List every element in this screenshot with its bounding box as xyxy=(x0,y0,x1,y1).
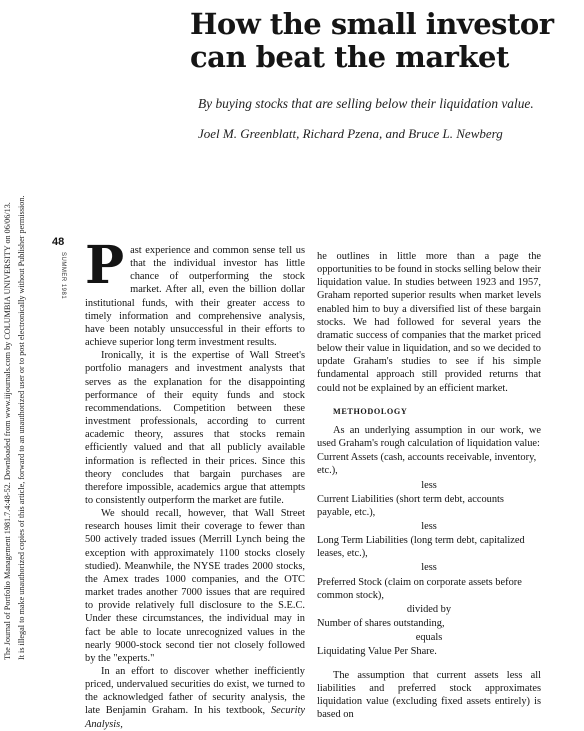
paragraph-1-text: ast experience and common sense tell us that the individual investor has little chance of outperforming the stock market. After all, even the billion dollar institutional funds, with their greater access to timely information and comprehensive analysis, have been notably unsuccessful in their efforts to achieve superior long term investment results. xyxy=(85,245,305,349)
article-authors: Joel M. Greenblatt, Richard Pzena, and Bruce L. Newberg xyxy=(198,126,503,141)
copyright-line-1: The Journal of Portfolio Management 1981.7.4:48-52. Downloaded from www.iijournals.com by COLUMBIA UNIVERSITY on 06/06/13. xyxy=(3,202,12,660)
formula-less-3: less xyxy=(421,562,437,574)
paragraph-6: As an underlying assumption in our work, we used Graham's rough calculation of liquidation value: xyxy=(317,424,541,450)
paragraph-5: he outlines in little more than a page the opportunities to be found in stocks selling below their liquidation value. In studies between 1923 and 1957, Graham reported superior results when market levels enabled him to buy a diversified list of these bargain stocks. We had followed for several years the dramatic success of companies that the market priced below their value in liquidation, and so we decided to update Graham's studies to see if his simple fundamental approach still provided returns that could not be explained by an efficient market. xyxy=(317,251,541,394)
issue-label: SUMMER 1981 xyxy=(60,252,66,300)
section-heading-methodology: METHODOLOGY xyxy=(333,406,408,416)
paragraph-2: Ironically, it is the expertise of Wall Street's portfolio managers and investment analysts that serves as the explanation for the disappointing performance of their equity funds and stock recommendations. Competition between these investment professionals, according to current academic theory, assures that stocks remain efficiently valued and that all publicly available information is reflected in their prices. Since this theory concludes that bargain purchases are therefore impossible, academics argue that attempts to consistently outperform the market are futile. xyxy=(85,350,305,506)
title-line-1: How the small investor xyxy=(190,7,554,41)
formula-equals: equals xyxy=(415,632,443,644)
formula-preferred-stock: Preferred Stock (claim on corporate assets before common stock), xyxy=(317,576,522,601)
formula-current-liabilities: Current Liabilities (short term debt, accounts payable, etc.), xyxy=(317,493,504,518)
formula-less-1: less xyxy=(421,479,437,491)
copyright-line-2: It is illegal to make unauthorized copies of this article, forward to an unauthorized user or to post electronically without Publisher permission. xyxy=(17,195,26,660)
book-title: Security Analysis, xyxy=(85,705,305,730)
formula-shares: Number of shares outstanding, xyxy=(317,618,445,630)
formula-long-term-liabilities: Long Term Liabilities (long term debt, capitalized leases, etc.), xyxy=(317,535,525,560)
liquidation-value-formula xyxy=(317,451,541,658)
paragraph-4-text: In an effort to discover whether inefficiently priced, undervalued securities do exist, we turned to the acknowledged father of security analysis, the late Benjamin Graham. In his textbook, xyxy=(85,666,305,717)
drop-cap: P xyxy=(85,235,125,296)
copyright-sidebar xyxy=(2,100,30,660)
formula-result: Liquidating Value Per Share. xyxy=(317,646,437,658)
article-subtitle: By buying stocks that are selling below their liquidation value. xyxy=(198,96,534,111)
formula-divided-by: divided by xyxy=(406,603,452,615)
left-column xyxy=(85,235,305,731)
paragraph-3: We should recall, however, that Wall Street research houses limit their coverage to fewer than 500 actively traded issues (Merrill Lynch being the exception with approximately 1100 stocks closely studied). Meanwhile, the NYSE trades 2000 stocks, the Amex trades 1000 companies, and the OTC market trades another 7000 issues that are required to provide relatively full disclosure to the S.E.C. Under these circumstances, the individual may in fact be able to locate unrecognized values in the nearly 9000-stock second tier not closely followed by the "experts." xyxy=(85,508,305,664)
formula-less-2: less xyxy=(421,520,437,532)
page-number: 48 xyxy=(52,236,65,248)
paragraph-7: The assumption that current assets less all liabilities and preferred stock approximates liquidation value (excluding fixed assets entirely) is based on xyxy=(317,669,541,720)
formula-current-assets: Current Assets (cash, accounts receivable, inventory, etc.), xyxy=(317,452,537,477)
paragraph-4 xyxy=(85,665,305,731)
article-title xyxy=(190,8,580,74)
paragraph-1 xyxy=(85,235,305,349)
right-column xyxy=(317,250,541,721)
title-line-2: can beat the market xyxy=(190,40,509,74)
